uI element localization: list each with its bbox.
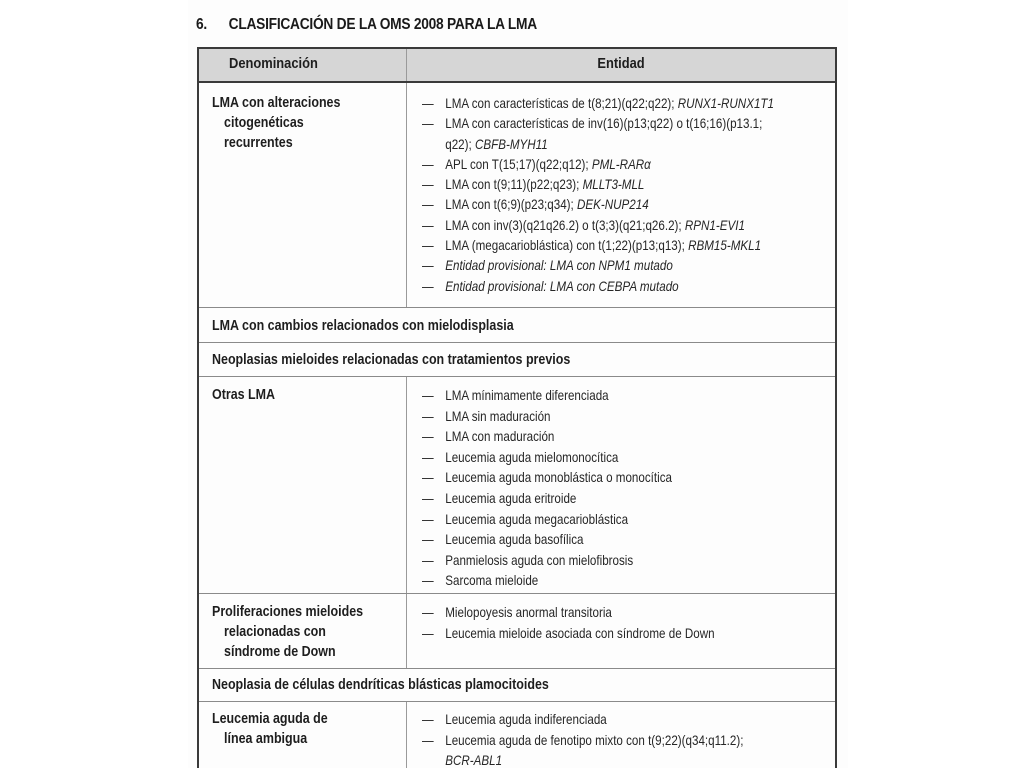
entidad-cell: [407, 594, 835, 668]
list-item: — LMA con características de inv(16)(p13;q22) o t(16;16)(p13.1; q22); CBFB-MYH11: [422, 115, 763, 152]
entidad-list: [422, 93, 774, 296]
denominacion-text: Neoplasia de células dendríticas blásticas plamocitoides: [212, 677, 549, 693]
list-item: — Leucemia aguda basofílica: [422, 531, 584, 548]
entidad-list: [422, 602, 715, 643]
table-row: [199, 308, 835, 343]
denominacion-text: LMA con cambios relacionados con mielodisplasia: [212, 318, 514, 334]
denominacion-text: Proliferaciones mieloides relacionadas con síndrome de Down: [212, 604, 364, 660]
denominacion-text: Neoplasias mieloides relacionadas con tratamientos previos: [212, 352, 571, 368]
table-row: [199, 377, 835, 594]
entidad-cell: [407, 702, 835, 768]
table-row: [199, 83, 835, 308]
list-item: — LMA mínimamente diferenciada: [422, 387, 609, 403]
table-row: [199, 594, 835, 669]
list-item: — Leucemia aguda megacarioblástica: [422, 510, 629, 527]
denominacion-cell: [199, 594, 407, 668]
list-item: — Leucemia aguda de fenotipo mixto con t(9;22)(q34;q11.2); BCR-ABL1: [422, 731, 744, 768]
list-item: — Leucemia aguda monoblástica o monocítica: [422, 469, 672, 486]
section-title: [196, 16, 537, 34]
who-classification-table: [197, 47, 837, 768]
denominacion-cell: [199, 702, 407, 768]
list-item: — LMA con maduración: [422, 428, 555, 445]
table-row: [199, 343, 835, 377]
list-item: — LMA (megacarioblástica) con t(1;22)(p13;q13); RBM15-MKL1: [422, 237, 762, 254]
entidad-list: [422, 709, 743, 768]
table-header-row: [199, 49, 835, 83]
header-cell-entidad: [407, 49, 835, 81]
header-entidad: Entidad: [597, 55, 645, 72]
header-cell-denominacion: [199, 49, 407, 81]
list-item: — Leucemia mieloide asociada con síndrome de Down: [422, 624, 715, 641]
table-row: [199, 702, 835, 768]
list-item: — Mielopoyesis anormal transitoria: [422, 604, 612, 620]
denominacion-cell: [199, 669, 835, 701]
denominacion-cell: [199, 83, 407, 307]
entidad-cell: [407, 377, 835, 593]
denominacion-cell: [199, 343, 835, 376]
section-title-text: CLASIFICACIÓN DE LA OMS 2008 PARA LA LMA: [228, 16, 537, 33]
list-item: — Entidad provisional: LMA con NPM1 mutado: [422, 257, 673, 274]
list-item: — LMA con características de t(8;21)(q22;q22); RUNX1-RUNX1T1: [422, 95, 774, 111]
list-item: — LMA con inv(3)(q21q26.2) o t(3;3)(q21;q26.2); RPN1-EVI1: [422, 216, 745, 233]
list-item: — Panmielosis aguda con mielofibrosis: [422, 551, 634, 568]
list-item: — Leucemia aguda eritroide: [422, 489, 577, 506]
table-row: [199, 669, 835, 702]
section-number: 6.: [196, 16, 207, 33]
list-item: — Leucemia aguda indiferenciada: [422, 711, 607, 727]
entidad-list: [422, 385, 672, 591]
entidad-cell: [407, 83, 835, 307]
denominacion-cell: [199, 377, 407, 593]
list-item: — LMA con t(9;11)(p22;q23); MLLT3-MLL: [422, 176, 645, 193]
list-item: — LMA con t(6;9)(p23;q34); DEK-NUP214: [422, 196, 649, 213]
list-item: — APL con T(15;17)(q22;q12); PML-RARα: [422, 155, 651, 172]
denominacion-text: Otras LMA: [212, 387, 276, 403]
denominacion-text: LMA con alteraciones citogenéticas recurrentes: [212, 95, 341, 151]
list-item: — Leucemia aguda mielomonocítica: [422, 448, 619, 465]
list-item: — LMA sin maduración: [422, 407, 551, 424]
list-item: — Entidad provisional: LMA con CEBPA mutado: [422, 277, 679, 294]
header-denominacion: Denominación: [229, 55, 318, 72]
denominacion-cell: [199, 308, 835, 342]
list-item: — Sarcoma mieloide: [422, 572, 539, 589]
denominacion-text: Leucemia aguda de línea ambigua: [212, 711, 328, 747]
